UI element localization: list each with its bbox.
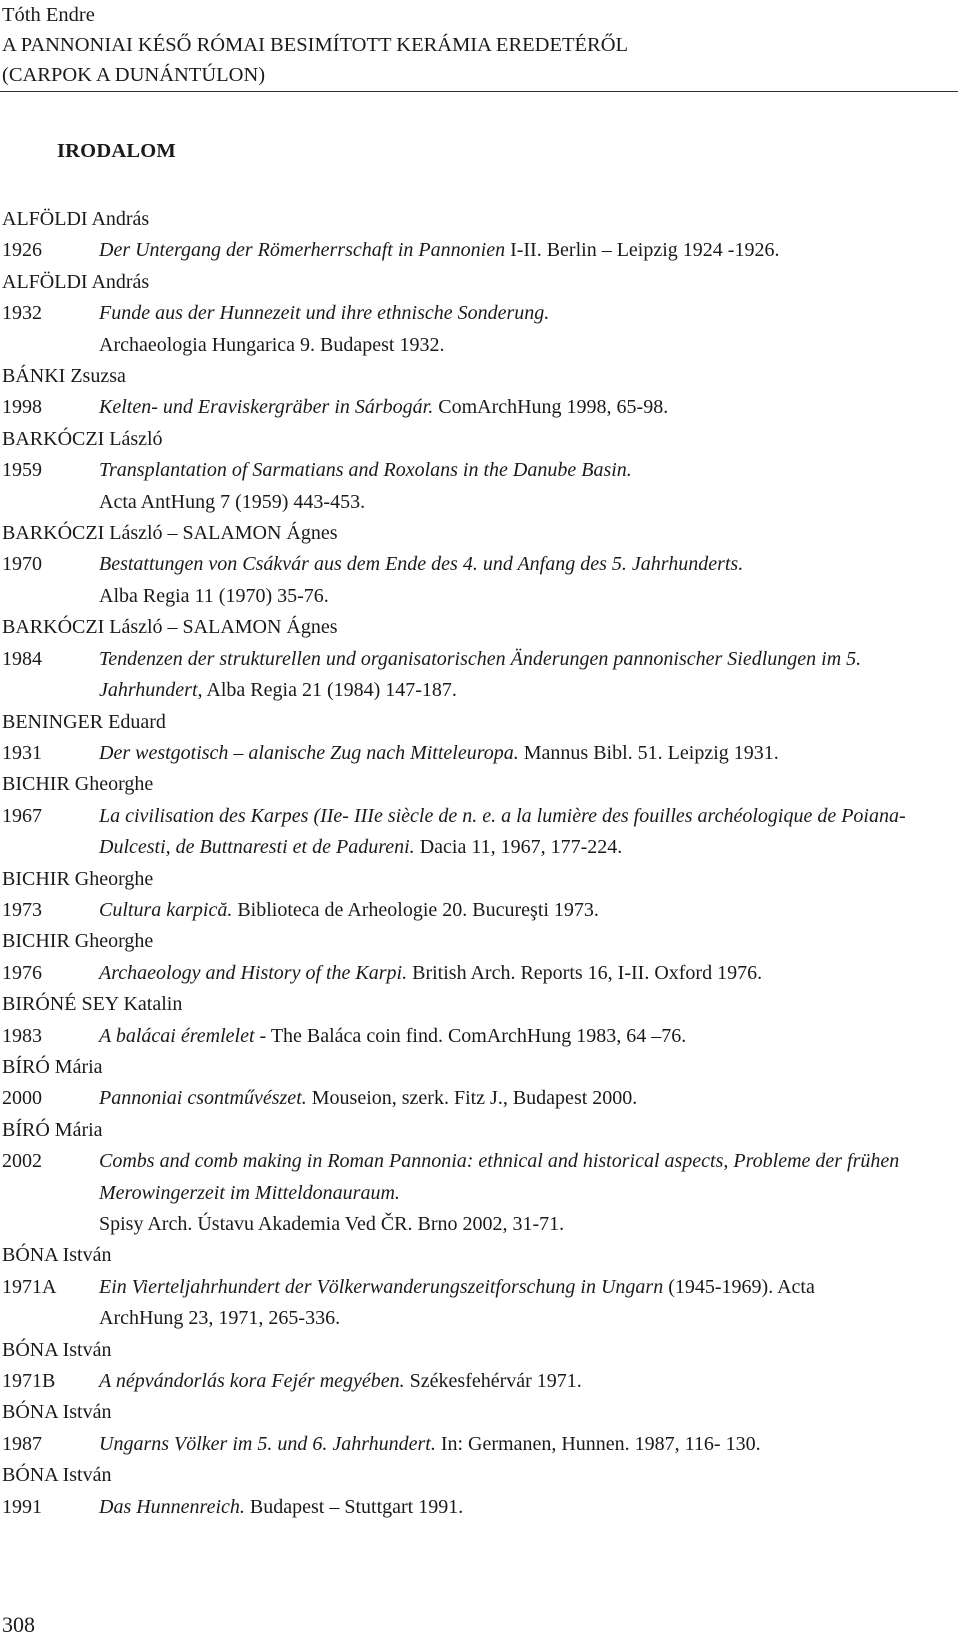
entry-citation bbox=[99, 392, 958, 423]
entry-author: BÍRÓ Mária bbox=[2, 1118, 103, 1141]
citation-line bbox=[99, 644, 958, 675]
entry-author: BÓNA István bbox=[2, 1464, 112, 1487]
citation-detail: Mannus Bibl. 51. Leipzig 1931. bbox=[518, 741, 779, 764]
page-header bbox=[2, 0, 952, 90]
citation-title: Bestattungen von Csákvár aus dem Ende des 4. und Anfang des 5. Jahrhunderts. bbox=[99, 553, 744, 576]
bibliography-entry bbox=[2, 424, 958, 518]
header-rule bbox=[0, 91, 958, 92]
citation-detail: Acta AntHung 7 (1959) 443-453. bbox=[99, 490, 366, 513]
entry-year: 1991 bbox=[2, 1495, 42, 1518]
citation-line bbox=[99, 1021, 958, 1052]
entry-citation bbox=[99, 1366, 958, 1397]
citation-detail: ComArchHung 1998, 65-98. bbox=[433, 396, 669, 419]
bibliography-entry bbox=[2, 1240, 958, 1334]
entry-author: BARKÓCZI László – SALAMON Ágnes bbox=[2, 522, 338, 545]
page-number: 308 bbox=[2, 1612, 35, 1637]
citation-line bbox=[99, 1146, 958, 1177]
citation-detail: Dacia 11, 1967, 177-224. bbox=[414, 836, 623, 859]
entry-reference bbox=[2, 644, 958, 707]
citation-line bbox=[99, 1366, 958, 1397]
entry-citation bbox=[99, 958, 958, 989]
citation-line bbox=[99, 392, 958, 423]
citation-line bbox=[99, 1492, 958, 1523]
entry-reference bbox=[2, 1366, 958, 1397]
header-title-line1: A PANNONIAI KÉSŐ RÓMAI BESIMÍTOTT KERÁMIA EREDETÉRŐL bbox=[2, 34, 629, 56]
entry-author: BÍRÓ Mária bbox=[2, 1055, 103, 1078]
citation-line bbox=[99, 801, 958, 832]
citation-line bbox=[99, 1209, 958, 1240]
entry-author: BÓNA István bbox=[2, 1244, 112, 1267]
citation-title: Kelten- und Eraviskergräber in Sárbogár. bbox=[99, 396, 434, 419]
citation-line bbox=[99, 675, 958, 706]
citation-line bbox=[99, 549, 958, 580]
bibliography-entry bbox=[2, 989, 958, 1052]
entry-author: BICHIR Gheorghe bbox=[2, 867, 154, 890]
entry-year: 1926 bbox=[2, 239, 42, 262]
entry-citation bbox=[99, 549, 958, 612]
header-author: Tóth Endre bbox=[2, 4, 95, 26]
citation-detail: I-II. Berlin – Leipzig 1924 -1926. bbox=[505, 239, 780, 262]
entry-reference bbox=[2, 455, 958, 518]
entry-year: 1932 bbox=[2, 302, 42, 325]
citation-title: Ungarns Völker im 5. und 6. Jahrhundert. bbox=[99, 1432, 436, 1455]
citation-line bbox=[99, 1303, 958, 1334]
citation-title: Cultura karpică. bbox=[99, 898, 233, 921]
bibliography-entry bbox=[2, 361, 958, 424]
citation-title: A népvándorlás kora Fejér megyében. bbox=[99, 1370, 405, 1393]
citation-detail: Székesfehérvár 1971. bbox=[404, 1370, 582, 1393]
citation-detail: Alba Regia 11 (1970) 35-76. bbox=[99, 584, 329, 607]
citation-line bbox=[99, 1272, 958, 1303]
entry-citation bbox=[99, 644, 958, 707]
entry-reference bbox=[2, 235, 958, 266]
entry-year: 1971B bbox=[2, 1370, 56, 1393]
entry-reference bbox=[2, 895, 958, 926]
citation-line bbox=[99, 1083, 958, 1114]
citation-title: Archaeology and History of the Karpi. bbox=[99, 961, 408, 984]
citation-detail: ArchHung 23, 1971, 265-336. bbox=[99, 1307, 341, 1330]
citation-detail: Spisy Arch. Ústavu Akademia Ved ČR. Brno 2002, 31-71. bbox=[99, 1213, 565, 1235]
citation-detail: (1945-1969). Acta bbox=[663, 1275, 815, 1298]
citation-detail: Budapest – Stuttgart 1991. bbox=[244, 1495, 464, 1518]
citation-line bbox=[99, 1178, 958, 1209]
entry-citation bbox=[99, 1272, 958, 1335]
entry-author: BICHIR Gheorghe bbox=[2, 773, 154, 796]
bibliography-entry bbox=[2, 612, 958, 706]
entry-citation bbox=[99, 1492, 958, 1523]
entry-reference bbox=[2, 549, 958, 612]
entry-author: BÁNKI Zsuzsa bbox=[2, 365, 126, 388]
bibliography-list bbox=[2, 204, 958, 1523]
citation-title: Der Untergang der Römerherrschaft in Pannonien bbox=[99, 239, 506, 262]
entry-author: BÓNA István bbox=[2, 1401, 112, 1424]
entry-citation bbox=[99, 1146, 958, 1240]
citation-detail: , Alba Regia 21 (1984) 147-187. bbox=[197, 679, 457, 702]
citation-title: Ein Vierteljahrhundert der Völkerwanderungszeitforschung in Ungarn bbox=[99, 1275, 664, 1298]
header-title-line2: (CARPOK A DUNÁNTÚLON) bbox=[2, 64, 266, 86]
bibliography-entry bbox=[2, 1335, 958, 1398]
citation-detail: In: Germanen, Hunnen. 1987, 116- 130. bbox=[435, 1432, 761, 1455]
citation-title: Pannoniai csontművészet. bbox=[99, 1087, 307, 1110]
entry-year: 2002 bbox=[2, 1150, 42, 1173]
bibliography-entry bbox=[2, 707, 958, 770]
bibliography-entry bbox=[2, 1460, 958, 1523]
entry-author: ALFÖLDI András bbox=[2, 208, 150, 230]
citation-line bbox=[99, 1429, 958, 1460]
citation-title: A balácai éremlelet bbox=[99, 1024, 255, 1047]
citation-line bbox=[99, 895, 958, 926]
entry-year: 1959 bbox=[2, 459, 42, 482]
entry-year: 1970 bbox=[2, 553, 42, 576]
citation-title: La civilisation des Karpes (IIe- IIIe siècle de n. e. a la lumière des fouilles archéologique de Poiana- bbox=[99, 804, 906, 827]
citation-line bbox=[99, 235, 958, 266]
citation-line bbox=[99, 581, 958, 612]
entry-year: 1967 bbox=[2, 804, 42, 827]
bibliography-entry bbox=[2, 864, 958, 927]
entry-reference bbox=[2, 801, 958, 864]
entry-reference bbox=[2, 1021, 958, 1052]
entry-reference bbox=[2, 392, 958, 423]
entry-year: 2000 bbox=[2, 1087, 42, 1110]
citation-detail: British Arch. Reports 16, I-II. Oxford 1976. bbox=[407, 961, 763, 984]
citation-line bbox=[99, 738, 958, 769]
entry-citation bbox=[99, 895, 958, 926]
bibliography-entry bbox=[2, 518, 958, 612]
entry-reference bbox=[2, 1429, 958, 1460]
entry-year: 1998 bbox=[2, 396, 42, 419]
entry-year: 1976 bbox=[2, 961, 42, 984]
entry-year: 1931 bbox=[2, 741, 42, 764]
entry-citation bbox=[99, 455, 958, 518]
entry-year: 1987 bbox=[2, 1432, 42, 1455]
entry-citation bbox=[99, 298, 958, 361]
entry-reference bbox=[2, 1272, 958, 1335]
entry-citation bbox=[99, 1083, 958, 1114]
bibliography-entry bbox=[2, 926, 958, 989]
entry-reference bbox=[2, 738, 958, 769]
entry-year: 1971A bbox=[2, 1275, 57, 1298]
citation-detail: Biblioteca de Arheologie 20. Bucureşti 1973. bbox=[232, 898, 599, 921]
citation-title: Merowingerzeit im Mitteldonauraum. bbox=[99, 1181, 400, 1204]
entry-reference bbox=[2, 1083, 958, 1114]
bibliography-entry bbox=[2, 1397, 958, 1460]
citation-line bbox=[99, 330, 958, 361]
entry-author: BENINGER Eduard bbox=[2, 710, 166, 733]
citation-detail: - The Baláca coin find. ComArchHung 1983, 64 –76. bbox=[254, 1024, 687, 1047]
entry-citation bbox=[99, 235, 958, 266]
entry-year: 1984 bbox=[2, 647, 42, 670]
citation-detail: Mouseion, szerk. Fitz J., Budapest 2000. bbox=[306, 1087, 638, 1110]
entry-author: BARKÓCZI László – SALAMON Ágnes bbox=[2, 616, 338, 639]
bibliography-entry bbox=[2, 769, 958, 863]
citation-line bbox=[99, 298, 958, 329]
citation-title: Tendenzen der strukturellen und organisatorischen Änderungen pannonischer Siedlungen im 5. bbox=[99, 647, 862, 670]
bibliography-entry bbox=[2, 267, 958, 361]
citation-title: Dulcesti, de Buttnaresti et de Padureni. bbox=[99, 836, 415, 859]
entry-citation bbox=[99, 801, 958, 864]
entry-author: BÓNA István bbox=[2, 1338, 112, 1361]
citation-line bbox=[99, 487, 958, 518]
entry-author: BARKÓCZI László bbox=[2, 427, 163, 450]
citation-title: Jahrhundert bbox=[99, 679, 198, 702]
bibliography-entry bbox=[2, 1115, 958, 1241]
citation-title: Funde aus der Hunnezeit und ihre ethnische Sonderung. bbox=[99, 302, 550, 325]
citation-line bbox=[99, 455, 958, 486]
entry-author: BICHIR Gheorghe bbox=[2, 930, 154, 953]
entry-author: BIRÓNÉ SEY Katalin bbox=[2, 993, 183, 1016]
citation-detail: Archaeologia Hungarica 9. Budapest 1932. bbox=[99, 333, 445, 356]
entry-citation bbox=[99, 1429, 958, 1460]
entry-reference bbox=[2, 298, 958, 361]
entry-year: 1973 bbox=[2, 898, 42, 921]
citation-title: Transplantation of Sarmatians and Roxolans in the Danube Basin. bbox=[99, 459, 632, 482]
entry-citation bbox=[99, 738, 958, 769]
citation-line bbox=[99, 832, 958, 863]
entry-reference bbox=[2, 1492, 958, 1523]
section-title: IRODALOM bbox=[57, 140, 176, 162]
citation-title: Der westgotisch – alanische Zug nach Mitteleuropa. bbox=[99, 741, 519, 764]
entry-author: ALFÖLDI András bbox=[2, 270, 150, 293]
citation-line bbox=[99, 958, 958, 989]
citation-title: Das Hunnenreich. bbox=[99, 1495, 245, 1518]
entry-reference bbox=[2, 1146, 958, 1240]
bibliography-entry bbox=[2, 204, 958, 267]
entry-year: 1983 bbox=[2, 1024, 42, 1047]
entry-citation bbox=[99, 1021, 958, 1052]
bibliography-entry bbox=[2, 1052, 958, 1115]
citation-title: Combs and comb making in Roman Pannonia: ethnical and historical aspects, Probleme der frühen bbox=[99, 1150, 900, 1173]
entry-reference bbox=[2, 958, 958, 989]
